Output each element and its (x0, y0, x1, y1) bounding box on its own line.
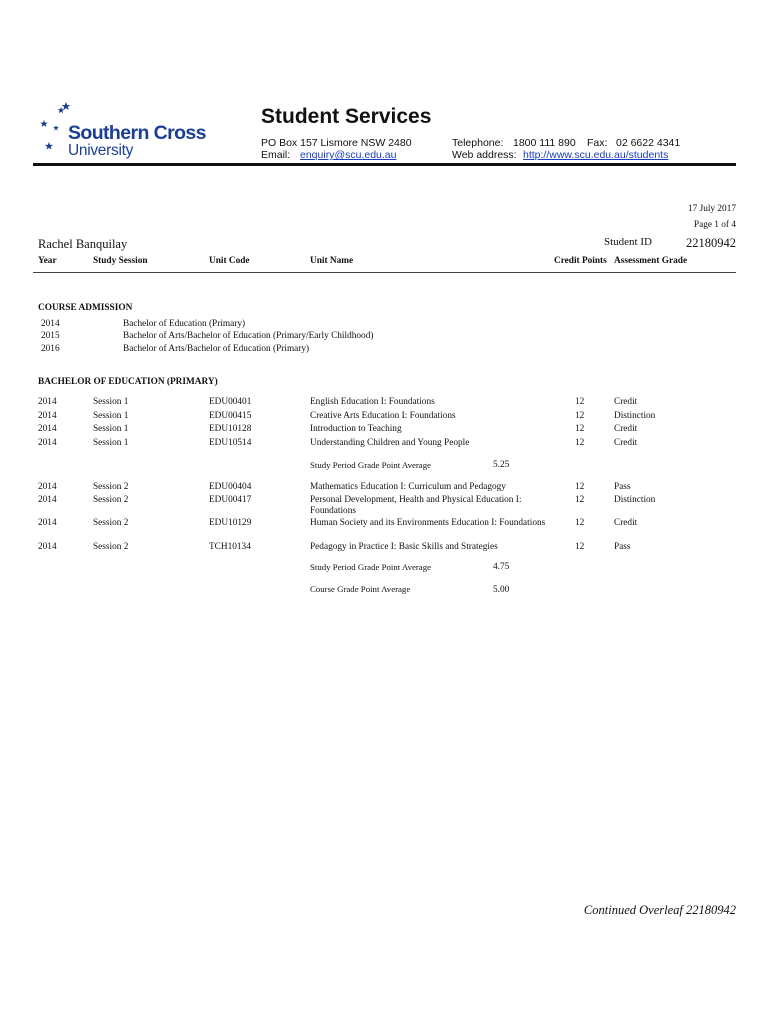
fax-label: Fax: (587, 137, 608, 149)
cell-unit-name: Mathematics Education I: Curriculum and Pedagogy (310, 482, 506, 492)
col-unit-name: Unit Name (310, 256, 354, 266)
cell-session: Session 2 (93, 495, 129, 505)
gpa-label: Study Period Grade Point Average (310, 460, 432, 470)
cell-unit-name: English Education I: Foundations (310, 397, 435, 407)
admission-course: Bachelor of Arts/Bachelor of Education (Primary) (123, 344, 310, 354)
admission-year: 2014 (41, 319, 60, 329)
cell-grade: Distinction (614, 495, 656, 505)
cell-session: Session 2 (93, 542, 129, 552)
document-date: 17 July 2017 (687, 204, 736, 214)
cell-year: 2014 (38, 411, 57, 421)
web-address-link[interactable]: http://www.scu.edu.au/students (523, 149, 669, 161)
fax-number: 02 6622 4341 (616, 137, 681, 149)
cell-unit-code: EDU00401 (209, 397, 252, 407)
cell-session: Session 1 (93, 397, 129, 407)
cell-grade: Credit (614, 438, 638, 448)
cell-unit-code: EDU00404 (209, 482, 252, 492)
telephone-number: 1800 111 890 (513, 137, 576, 149)
student-id-value: 22180942 (686, 236, 736, 250)
continued-overleaf-note: Continued Overleaf 22180942 (583, 903, 736, 917)
cell-credit-points: 12 (575, 397, 585, 407)
admission-year: 2016 (41, 344, 60, 354)
cell-unit-code: EDU10514 (209, 438, 252, 448)
col-year: Year (38, 256, 57, 266)
cell-session: Session 2 (93, 518, 129, 528)
course-gpa-label: Course Grade Point Average (310, 584, 411, 594)
section-heading-program: BACHELOR OF EDUCATION (PRIMARY) (38, 377, 218, 387)
cell-session: Session 1 (93, 411, 129, 421)
gpa-label: Study Period Grade Point Average (310, 562, 432, 572)
logo-wordmark-line2: University (68, 142, 134, 159)
course-gpa-value: 5.00 (493, 585, 510, 595)
email-label: Email: (261, 149, 291, 161)
cell-unit-code: TCH10134 (209, 542, 251, 552)
cell-unit-code: EDU00415 (209, 411, 252, 421)
cell-grade: Credit (614, 518, 638, 528)
cell-year: 2014 (38, 482, 57, 492)
cell-grade: Pass (614, 542, 631, 552)
cell-grade: Credit (614, 424, 638, 434)
cell-credit-points: 12 (575, 482, 585, 492)
cell-credit-points: 12 (575, 495, 585, 505)
col-unit-code: Unit Code (209, 256, 250, 266)
cell-year: 2014 (38, 495, 57, 505)
col-assessment-grade: Assessment Grade (614, 256, 688, 266)
cell-grade: Distinction (614, 411, 656, 421)
cell-unit-name: Creative Arts Education I: Foundations (310, 411, 456, 421)
cell-unit-name: Introduction to Teaching (310, 424, 402, 434)
page-number: Page 1 of 4 (693, 220, 736, 230)
cell-year: 2014 (38, 518, 57, 528)
col-study-session: Study Session (93, 256, 148, 266)
telephone-label: Telephone: (452, 137, 504, 149)
cell-unit-code: EDU10129 (209, 518, 252, 528)
cell-session: Session 1 (93, 424, 129, 434)
admission-course: Bachelor of Arts/Bachelor of Education (Primary/Early Childhood) (123, 331, 374, 341)
gpa-value: 5.25 (493, 460, 510, 470)
cell-credit-points: 12 (575, 542, 585, 552)
postal-address: PO Box 157 Lismore NSW 2480 (261, 137, 412, 149)
cell-year: 2014 (38, 542, 57, 552)
col-credit-points: Credit Points (554, 256, 607, 266)
admission-course: Bachelor of Education (Primary) (123, 319, 246, 329)
column-header-divider (33, 272, 736, 273)
email-link[interactable]: enquiry@scu.edu.au (300, 149, 397, 161)
cell-credit-points: 12 (575, 518, 585, 528)
cell-grade: Pass (614, 482, 631, 492)
gpa-value: 4.75 (493, 562, 510, 572)
cell-unit-code: EDU10128 (209, 424, 252, 434)
web-address-label: Web address: (452, 149, 517, 161)
university-logo (36, 102, 221, 160)
student-id-label: Student ID (604, 236, 652, 248)
cell-unit-name: Personal Development, Health and Physical Education I: Foundations (310, 495, 522, 516)
admission-year: 2015 (41, 331, 60, 341)
cell-year: 2014 (38, 397, 57, 407)
logo-wordmark-line1: Southern Cross (68, 122, 206, 144)
section-heading-course-admission: COURSE ADMISSION (38, 303, 133, 313)
cell-year: 2014 (38, 438, 57, 448)
header-divider (33, 163, 736, 166)
cell-year: 2014 (38, 424, 57, 434)
cell-unit-name: Understanding Children and Young People (310, 438, 470, 448)
cell-unit-name: Pedagogy in Practice I: Basic Skills and Strategies (310, 542, 498, 552)
cell-session: Session 1 (93, 438, 129, 448)
cell-unit-code: EDU00417 (209, 495, 252, 505)
cell-credit-points: 12 (575, 438, 585, 448)
page-title: Student Services (261, 105, 432, 128)
cell-credit-points: 12 (575, 424, 585, 434)
cell-grade: Credit (614, 397, 638, 407)
student-name: Rachel Banquilay (38, 237, 128, 251)
cell-credit-points: 12 (575, 411, 585, 421)
cell-unit-name: Human Society and its Environments Education I: Foundations (310, 518, 546, 528)
cell-session: Session 2 (93, 482, 129, 492)
